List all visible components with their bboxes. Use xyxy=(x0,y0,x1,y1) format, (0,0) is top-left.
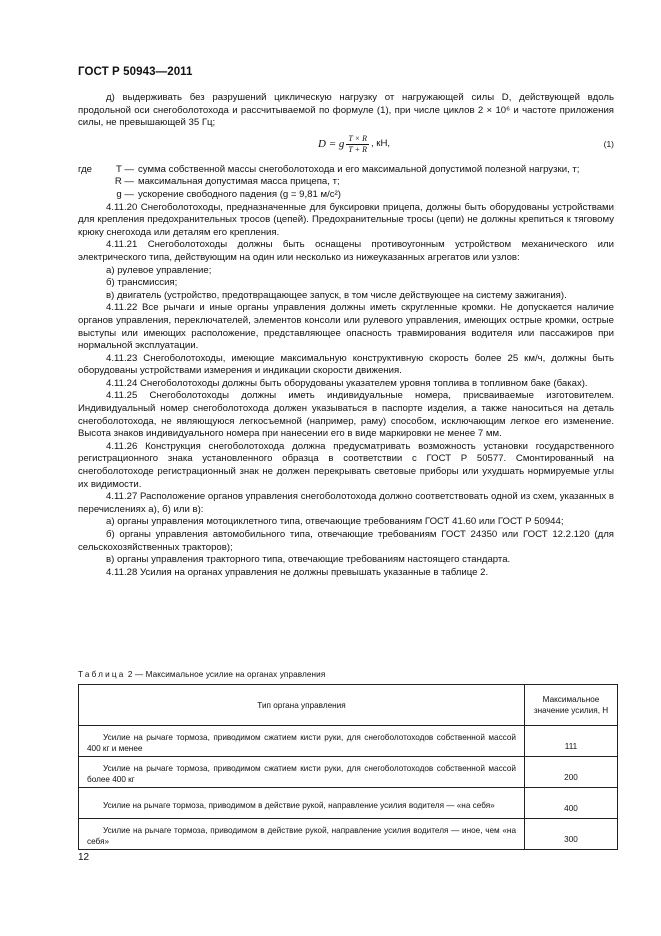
paragraph: 4.11.23 Снегоболотоходы, имеющие максимальную конструктивную скорость более 25 км/ч, должны быть оборудованы устройствами измерения и индикации скорости движения. xyxy=(78,352,614,377)
list-item: а) рулевое управление; xyxy=(106,264,212,276)
table-cell-value: 300 xyxy=(525,819,618,850)
document-body xyxy=(78,92,614,579)
formula-numerator: T × R xyxy=(348,133,367,143)
formula-fraction xyxy=(346,134,369,155)
paragraph: 4.11.24 Снегоболотоходы должны быть оборудованы указателем уровня топлива в топливном баке (баках). xyxy=(106,377,588,389)
page-number: 12 xyxy=(78,852,90,863)
where-definition: сумма собственной массы снегоболотохода и его максимальной допустимой полезной нагрузки, т; xyxy=(138,163,580,175)
formula-number: (1) xyxy=(603,138,614,149)
table-cell-type: Усилие на рычаге тормоза, приводимом в действие рукой, направление усилия водителя — «на себя» xyxy=(79,788,525,819)
table-caption-word: Таблица xyxy=(78,670,126,679)
table-header-value: Максимальное значение усилия, Н xyxy=(525,685,618,726)
where-definition: максимальная допустимая масса прицепа, т; xyxy=(138,176,340,188)
table-cell-type: Усилие на рычаге тормоза, приводимом сжатием кисти руки, для снегоболотоходов собственной массой более 400 кг xyxy=(79,757,525,788)
limits-table xyxy=(78,684,618,850)
formula-unit: , кН, xyxy=(370,137,391,149)
list-item: б) трансмиссия; xyxy=(106,277,178,289)
paragraph: 4.11.27 Расположение органов управления снегоболотохода должно соответствовать одной из схем, указанных в перечислениях а), б) или в): xyxy=(78,491,614,515)
table-cell-value: 200 xyxy=(525,757,618,788)
table-cell-value: 400 xyxy=(525,788,618,819)
document-header: ГОСТ Р 50943—2011 xyxy=(78,66,193,78)
table-row xyxy=(79,788,618,819)
formula xyxy=(318,134,390,155)
where-prefix xyxy=(78,176,100,189)
formula-denominator: T + R xyxy=(348,144,367,154)
where-item xyxy=(78,189,614,202)
where-definition: ускорение свободного падения (g = 9,81 м/с²) xyxy=(138,188,341,200)
table-row xyxy=(79,757,618,788)
where-term: T — xyxy=(116,163,134,175)
table-cell-type: Усилие на рычаге тормоза, приводимом в действие рукой, направление усилия водителя — иное, чем «на себя» xyxy=(79,819,525,850)
paragraph: 4.11.20 Снегоболотоходы, предназначенные для буксировки прицепа, должны быть оборудованы устройствами для крепления предохранительных тросов (цепей). Предохранительные тросы (цепи) не должны крепиться к тяговому крюку снегохода или деталям его крепления. xyxy=(78,201,614,238)
table-cell-type: Усилие на рычаге тормоза, приводимом сжатием кисти руки, для снегоболотоходов собственной массой 400 кг и менее xyxy=(79,726,525,757)
where-item xyxy=(78,176,614,189)
table-cell-value: 111 xyxy=(525,726,618,757)
table-header-row xyxy=(79,685,618,726)
paragraph: 4.11.26 Конструкция снегоболотохода должна предусматривать возможность установки государственного регистрационного знака установленного образца в соответствии с ГОСТ Р 50577. Смонтированный на снегоболотоходе регистрационный знак не должен перекрывать световые приборы или ухудшать нормируемые углы их видимости. xyxy=(78,440,614,490)
paragraph: 4.11.21 Снегоболотоходы должны быть оснащены противоугонным устройством механического или электрического типа, действующим на один или несколько из нижеуказанных агрегатов или узлов: xyxy=(78,239,614,263)
list-item: в) органы управления тракторного типа, отвечающие требованиям настоящего стандарта. xyxy=(106,554,511,566)
list-item: а) органы управления мотоциклетного типа, отвечающие требованиям ГОСТ 41.60 или ГОСТ Р 50944; xyxy=(106,516,564,528)
paragraph: 4.11.22 Все рычаги и иные органы управления должны иметь скругленные кромки. Не допускается наличие органов управления, переключателей, элементов консоли или рулевого управления, имеющих острые кромки, острые выступы или имеющих расположение, представляющее опасность травмирования водителя или пассажиров при нормальной эксплуатации. xyxy=(78,302,614,352)
table-caption-text: 2 — Максимальное усилие на органах управления xyxy=(125,670,326,679)
paragraph: 4.11.28 Усилия на органах управления не должны превышать указанные в таблице 2. xyxy=(106,566,489,578)
table-caption xyxy=(78,670,325,679)
where-list xyxy=(78,164,614,202)
list-item: в) двигатель (устройство, предотвращающее запуск, в том числе действующее на систему зажигания). xyxy=(106,289,567,301)
table-row xyxy=(79,726,618,757)
paragraph-d: д) выдерживать без разрушений циклическую нагрузку от нагружающей силы D, действующей вдоль продольной оси снегоболотохода и рассчитываемой по формуле (1), при числе циклов 2 × 10⁶ и частоте приложения силы, не превышающей 35 Гц; xyxy=(78,92,614,129)
formula-lhs: D = g xyxy=(318,137,345,150)
where-term: g — xyxy=(116,188,134,200)
where-term: R — xyxy=(114,176,134,188)
where-prefix xyxy=(78,189,100,202)
table-header-type: Тип органа управления xyxy=(79,685,525,726)
table-row xyxy=(79,819,618,850)
list-item: б) органы управления автомобильного типа, отвечающие требованиям ГОСТ 24350 или ГОСТ 12.2.120 (для сельскохозяйственных тракторов); xyxy=(78,529,614,553)
where-prefix: где xyxy=(78,163,93,175)
formula-block xyxy=(78,132,614,162)
where-item xyxy=(78,164,614,177)
paragraph: 4.11.25 Снегоболотоходы должны иметь индивидуальные номера, присваиваемые изготовителем. Индивидуальный номер снегоболотохода должен указываться в паспорте изделия, а также наноситься на деталь снегоболотохода, не являющуюся легкосъемной (например, раму) способом, исключающим легкое его изменение. Высота знаков индивидуального номера при нанесении его в виде маркировки не менее 7 мм. xyxy=(78,390,614,440)
